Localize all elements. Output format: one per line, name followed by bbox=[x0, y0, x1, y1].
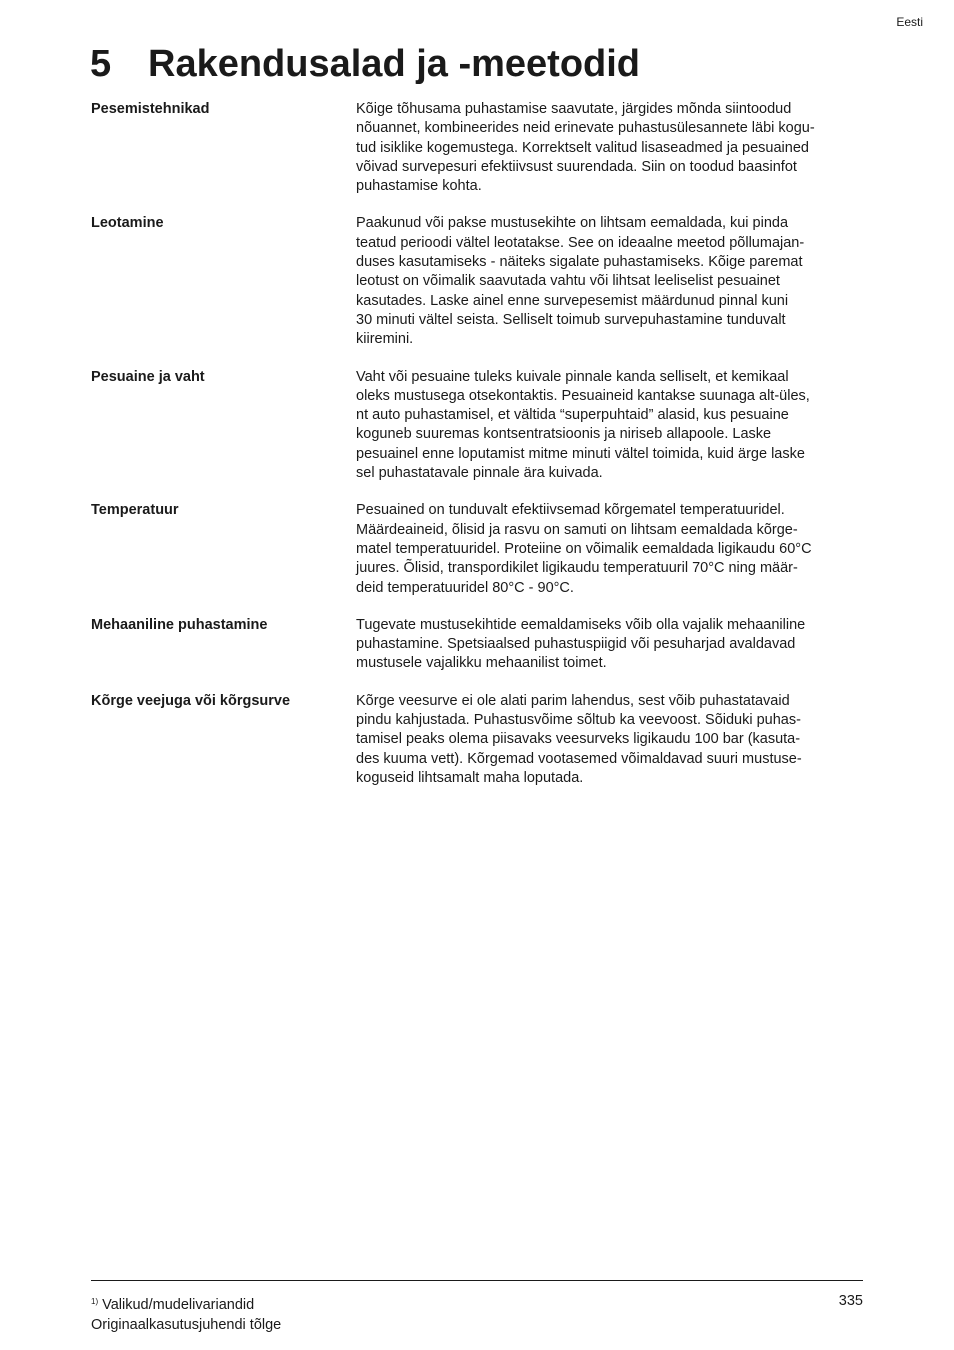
body-line: des kuuma vett). Kõrgemad vootasemed võimaldavad suuri mustuse- bbox=[356, 750, 802, 767]
language-label: Eesti bbox=[896, 15, 923, 29]
body-line: kiiremini. bbox=[356, 331, 414, 348]
footnote bbox=[91, 1292, 281, 1316]
section-body bbox=[356, 214, 863, 349]
body-line: võivad survepesuri efektiivsust suurendada. Siin on toodud baasinfot bbox=[356, 158, 797, 175]
body-line: 30 minuti vältel seista. Selliselt toimub survepuhastamine tunduvalt bbox=[356, 311, 786, 328]
body-line: sel puhastatavale pinnale ära kuivada. bbox=[356, 465, 603, 482]
section-body bbox=[356, 616, 863, 674]
body-line: nõuannet, kombineerides neid erinevate puhastusülesannete läbi kogu- bbox=[356, 120, 815, 137]
section-heading: Mehaaniline puhastamine bbox=[91, 616, 268, 633]
body-line: koguneb suuremas kontsentratsioonis ja niriseb allapoole. Laske bbox=[356, 426, 772, 443]
section-heading: Leotamine bbox=[91, 215, 164, 232]
body-line: Tugevate mustusekihtide eemaldamiseks võib olla vajalik mehaaniline bbox=[356, 616, 806, 633]
footer-notes bbox=[91, 1292, 281, 1335]
chapter-title bbox=[90, 40, 640, 88]
section-row bbox=[91, 692, 863, 788]
body-line: kasutades. Laske ainel enne survepesemist määrdunud pinnal kuni bbox=[356, 292, 789, 309]
body-line: nt auto puhastamisel, et vältida “superpuhtaid” alasid, kus pesuaine bbox=[356, 407, 789, 424]
body-line: puhastamine. Spetsiaalsed puhastuspiigid või pesuharjad avaldavad bbox=[356, 636, 796, 653]
translation-note: Originaalkasutusjuhendi tõlge bbox=[91, 1316, 282, 1333]
body-line: Pesuained on tunduvalt efektiivsemad kõrgematel temperatuuridel. bbox=[356, 502, 785, 519]
section-row bbox=[91, 501, 863, 597]
section-body bbox=[356, 501, 863, 597]
body-line: duses kasutamiseks - näiteks sigalate puhastamiseks. Kõige paremat bbox=[356, 254, 803, 271]
section-row bbox=[91, 100, 863, 196]
body-line: Kõige tõhusama puhastamise saavutate, järgides mõnda siintoodud bbox=[356, 101, 792, 117]
body-line: Määrdeaineid, õlisid ja rasvu on samuti on lihtsam eemaldada kõrge- bbox=[356, 521, 798, 538]
body-line: mustusele vajalikku mehaanilist toimet. bbox=[356, 655, 607, 672]
section-heading: Temperatuur bbox=[91, 502, 179, 519]
footnote-marker: 1) bbox=[91, 1297, 99, 1306]
footnote-text: Valikud/mudelivariandid bbox=[102, 1297, 255, 1313]
section-heading: Pesuaine ja vaht bbox=[91, 368, 205, 385]
footer-divider bbox=[91, 1280, 863, 1281]
body-line: teatud perioodi vältel leotatakse. See on ideaalne meetod põllumajan- bbox=[356, 234, 805, 251]
body-line: deid temperatuuridel 80°C - 90°C. bbox=[356, 579, 574, 596]
chapter-number: 5 bbox=[90, 43, 112, 85]
body-line: matel temperatuuridel. Proteiine on võimalik eemaldada ligikaudu 60°C bbox=[356, 540, 812, 557]
body-line: koguseid lihtsamalt maha loputada. bbox=[356, 769, 584, 786]
section-heading: Pesemistehnikad bbox=[91, 101, 210, 117]
body-line: Kõrge veesurve ei ole alati parim lahendus, sest võib puhastatavaid bbox=[356, 692, 790, 709]
body-line: Vaht või pesuaine tuleks kuivale pinnale kanda selliselt, et kemikaal bbox=[356, 368, 789, 385]
body-line: pindu kahjustada. Puhastusvõime sõltub ka veevoost. Sõiduki puhas- bbox=[356, 712, 801, 729]
section-row bbox=[91, 214, 863, 349]
section-body bbox=[356, 692, 863, 788]
body-line: oleks mustusega otsekontaktis. Pesuaineid kantakse suunaga alt-üles, bbox=[356, 387, 810, 404]
body-line: tamisel peaks olema piisavaks veesurveks ligikaudu 100 bar (kasuta- bbox=[356, 731, 801, 748]
section-row bbox=[91, 616, 863, 674]
section-heading: Kõrge veejuga või kõrgsurve bbox=[91, 692, 291, 709]
body-line: tud isiklike kogemustega. Korrektselt valitud lisaseadmed ja pesuained bbox=[356, 139, 809, 156]
section-body bbox=[356, 100, 863, 196]
sections-list bbox=[91, 100, 863, 806]
body-line: pesuainel enne loputamist mitme minuti vältel toimida, kuid ärge laske bbox=[356, 445, 805, 462]
page-number: 335 bbox=[838, 1293, 863, 1309]
body-line: Paakunud või pakse mustusekihte on lihtsam eemaldada, kui pinda bbox=[356, 215, 789, 232]
body-line: juures. Õlisid, transpordikilet ligikaudu temperatuuril 70°C ning määr- bbox=[356, 560, 798, 577]
section-body bbox=[356, 368, 863, 484]
section-row bbox=[91, 368, 863, 484]
chapter-title-text: Rakendusalad ja -meetodid bbox=[148, 43, 641, 85]
body-line: leotust on võimalik saavutada vahtu või lihtsat leeliselist pesuainet bbox=[356, 273, 780, 290]
body-line: puhastamise kohta. bbox=[356, 178, 482, 195]
